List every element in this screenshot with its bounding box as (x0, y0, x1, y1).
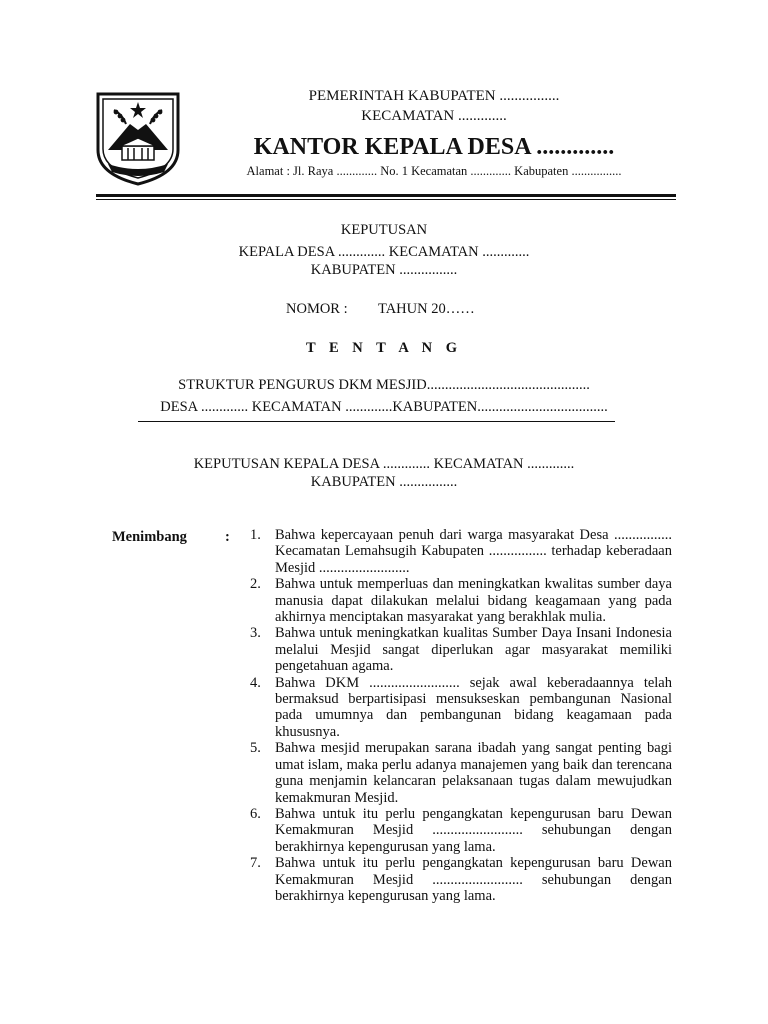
decree-heading-line-1: KEPUTUSAN KEPALA DESA ............. KECAMATAN ............. (193, 456, 575, 472)
item-text: Bahwa DKM ......................... sejak awal keberadaannya telah bermaksud berpartisipasi mensukseskan pembangunan Nasional pada umumnya dan pembangunan bidang keagamaan pada khususnya. (275, 674, 672, 740)
item-text: Bahwa untuk itu perlu pengangkatan kepengurusan baru Dewan Kemakmuran Mesjid ......................... sehubungan dengan berakhirnya kepengurusan yang lama. (275, 805, 672, 855)
letterhead-rule-thick (96, 194, 676, 197)
subject-underline (138, 421, 615, 422)
office-address: Alamat : Jl. Raya ............. No. 1 Kecamatan ............. Kabupaten ................ (246, 164, 622, 178)
considerations-label: Menimbang (112, 529, 187, 545)
subject-line-1: STRUKTUR PENGURUS DKM MESJID............................................. (178, 377, 590, 393)
item-text: Bahwa untuk meningkatkan kualitas Sumber Daya Insani Indonesia melalui Mesjid sangat diperlukan agar masyarakat memiliki pengetahuan agama. (275, 625, 672, 675)
considerations-list (250, 527, 672, 904)
decision-title: KEPUTUSAN (340, 222, 428, 238)
district-name: KECAMATAN ............. (361, 108, 507, 124)
item-number: 3. (250, 625, 261, 642)
tentang-heading: T E N T A N G (305, 340, 463, 356)
decision-regency: KABUPATEN ................ (310, 262, 458, 278)
item-number: 4. (250, 674, 261, 691)
list-item (250, 576, 672, 625)
subject-line-2: DESA ............. KECAMATAN .............KABUPATEN.................................... (160, 399, 608, 415)
decision-issuer: KEPALA DESA ............. KECAMATAN ............. (238, 244, 530, 260)
item-number: 6. (250, 805, 261, 822)
item-text: Bahwa mesjid merupakan sarana ibadah yang sangat penting bagi umat islam, maka perlu adanya manajemen yang baik dan terencana guna menjamin kelancaran pelaksanaan tugas dalam mewujudkan kemakmuran Mesjid. (275, 740, 672, 806)
list-item (250, 675, 672, 741)
item-text: Bahwa untuk memperluas dan meningkatkan kwalitas sumber daya manusia dapat dilakukan melalui bidang keagamaan yang pada akhirnya menciptakan masyarakat yang berakhlak mulia. (275, 576, 672, 626)
year-label: TAHUN 20…… (378, 301, 475, 317)
item-text: Bahwa kepercayaan penuh dari warga masyarakat Desa ................ Kecamatan Lemahsugih Kabupaten ................ terhadap keberadaan Mesjid ......................... (275, 527, 672, 576)
office-title: KANTOR KEPALA DESA ............. (253, 134, 615, 160)
item-text: Bahwa untuk itu perlu pengangkatan kepengurusan baru Dewan Kemakmuran Mesjid ......................... sehubungan dengan berakhirnya kepengurusan yang lama. (275, 855, 672, 904)
decree-heading-line-2: KABUPATEN ................ (310, 474, 458, 490)
list-item (250, 527, 672, 576)
item-number: 1. (250, 527, 261, 543)
item-number: 7. (250, 855, 261, 872)
list-item (250, 806, 672, 855)
list-item (250, 625, 672, 674)
item-number: 5. (250, 740, 261, 757)
letterhead-rule-thin (96, 199, 676, 200)
number-label: NOMOR : (286, 301, 348, 317)
list-item (250, 855, 672, 904)
list-item (250, 740, 672, 806)
considerations-colon: : (225, 529, 230, 545)
item-number: 2. (250, 576, 261, 593)
government-name: PEMERINTAH KABUPATEN ................ (308, 88, 560, 104)
